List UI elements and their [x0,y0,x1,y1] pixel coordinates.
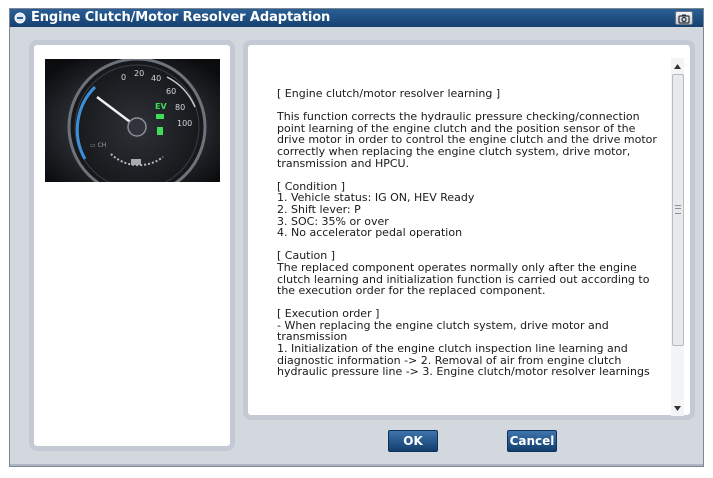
gauge-tick-label: 0 [121,73,127,82]
scrollbar-thumb[interactable] [672,74,684,346]
window-bottom-edge [10,464,703,466]
description-line: - When replacing the engine clutch system, drive motor and transmission [277,318,609,344]
description-line: 2. Shift lever: P [277,202,361,216]
description-line: [ Engine clutch/motor resolver learning ] [277,88,501,100]
description-text[interactable] [277,88,662,413]
scroll-down-icon[interactable] [671,402,684,414]
instrument-cluster-photo [45,59,220,182]
image-panel [29,40,235,451]
battery-indicator [157,127,163,135]
charge-label: ▭ CH [90,142,107,149]
scroll-up-icon[interactable] [671,60,684,72]
camera-icon [678,9,690,28]
title-bar[interactable] [10,9,703,27]
window-title: Engine Clutch/Motor Resolver Adaptation [31,10,331,25]
ready-indicator [156,114,164,119]
description-line: [ Execution order ] [277,307,380,321]
description-line: This function corrects the hydraulic pressure checking/connection point learning of the engine clutch and the position sensor of the drive motor in order to control the engine clutch and the drive motor correctly when replacing the engine clutch system, drive motor, transmission and HPCU. [277,110,657,170]
grip-icon [675,205,681,214]
gauge-tick-label: 40 [151,74,162,83]
description-line: 1. Initialization of the engine clutch inspection line learning and diagnostic information -> 2. Removal of air from engine clutch hydraulic pressure line -> 3. Engine clutch/motor resolver learnings [277,342,650,379]
camera-button[interactable] [675,11,693,25]
ev-indicator: EV [155,102,167,111]
cancel-button[interactable]: Cancel [507,430,557,452]
paragraph-spacer [277,169,662,181]
gauge-tick-label: 60 [166,87,177,96]
gauge-tick-label: 20 [134,69,145,78]
description-line: 4. No accelerator pedal operation [277,226,463,240]
adaptation-dialog [9,8,704,467]
description-line: The replaced component operates normally only after the engine clutch learning and initialization function is carried out according to the execution order for the replaced component. [277,260,650,298]
gauge-tick-label: 100 [177,119,193,128]
fuel-icon [131,159,141,165]
description-line: 3. SOC: 35% or over [277,214,389,228]
description-panel [243,40,695,420]
gauge-tick-label: 80 [175,103,186,112]
app-icon [14,12,26,24]
description-line: 1. Vehicle status: IG ON, HEV Ready [277,191,475,205]
description-line: [ Caution ] [277,249,336,263]
vertical-scrollbar[interactable] [671,58,684,416]
ok-button[interactable]: OK [388,430,438,452]
description-line: [ Condition ] [277,179,346,193]
